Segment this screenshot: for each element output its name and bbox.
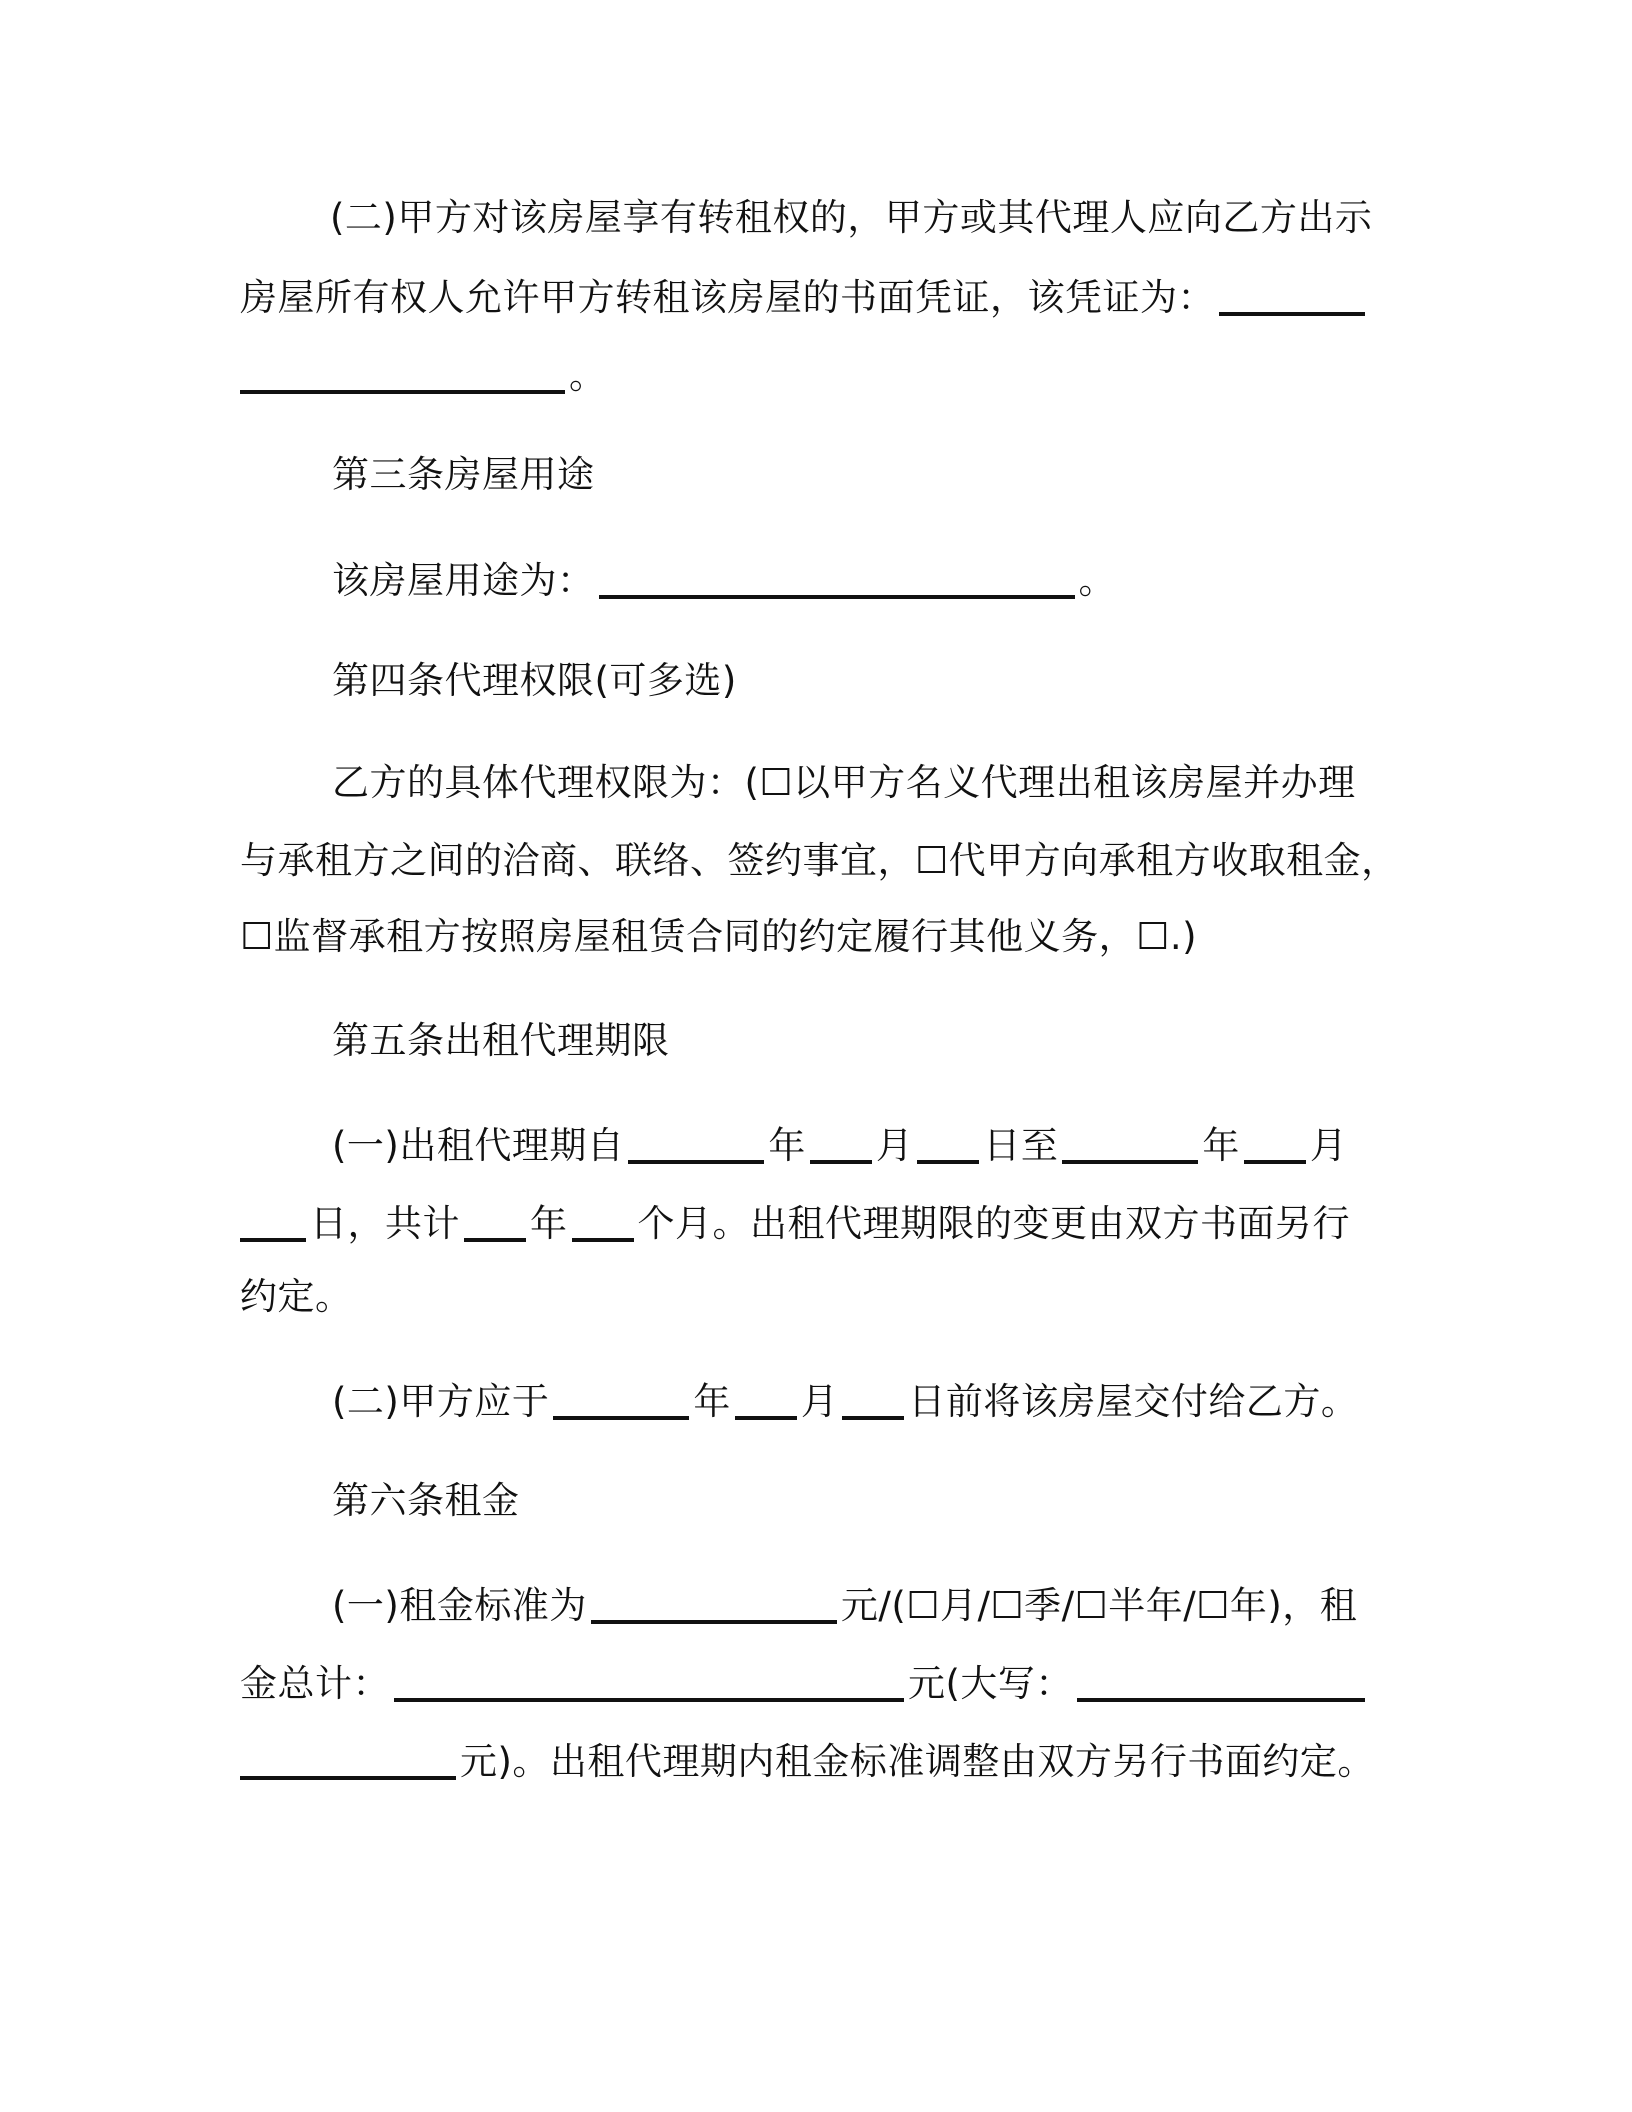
heading-text: 第五条出租代理期限	[332, 1019, 670, 1062]
heading-text: 第四条代理权限(可多选)	[332, 659, 737, 702]
paragraph-line	[332, 1578, 1357, 1631]
text: 年	[1202, 1124, 1240, 1167]
fill-blank	[240, 1202, 306, 1242]
text: 。	[569, 354, 607, 397]
fill-blank	[628, 1124, 764, 1164]
text: 元(大写：	[908, 1662, 1073, 1705]
fill-blank	[810, 1124, 872, 1164]
paragraph-line	[240, 270, 1369, 323]
section-heading	[332, 450, 595, 500]
text: 年	[693, 1380, 731, 1423]
text: 年	[768, 1124, 806, 1167]
text: 。	[1078, 559, 1116, 602]
text: (一)租金标准为	[332, 1584, 587, 1627]
fill-blank	[591, 1584, 837, 1624]
text: 元/(☐月/☐季/☐半年/☐年)，租	[840, 1584, 1358, 1627]
fill-blank	[1077, 1662, 1365, 1702]
text: (二)甲方应于	[332, 1380, 550, 1423]
paragraph-line	[332, 553, 1116, 606]
paragraph-line	[332, 758, 1356, 808]
paragraph-line	[240, 1656, 1369, 1709]
paragraph-line	[240, 348, 607, 401]
text: 日至	[983, 1124, 1059, 1167]
text: 月	[875, 1124, 914, 1167]
text: 月	[800, 1380, 839, 1423]
fill-blank	[553, 1380, 689, 1420]
text: (二)甲方对该房屋享有转租权的，甲方或其代理人应向乙方出示	[330, 196, 1373, 239]
paragraph-line	[332, 1118, 1347, 1171]
text: (一)出租代理期自	[332, 1124, 625, 1167]
text: 房屋所有权人允许甲方转租该房屋的书面凭证，该凭证为：	[240, 276, 1215, 319]
fill-blank	[1062, 1124, 1198, 1164]
text: 金总计：	[240, 1662, 390, 1705]
fill-blank	[599, 559, 1075, 599]
fill-blank	[1219, 276, 1365, 316]
paragraph-line	[240, 1272, 353, 1322]
text: 乙方的具体代理权限为：(☐以甲方名义代理出租该房屋并办理	[332, 761, 1356, 804]
text: 元)。出租代理期内租金标准调整由双方另行书面约定。	[460, 1740, 1375, 1783]
text: 约定。	[240, 1275, 353, 1318]
paragraph-line	[240, 1196, 1350, 1249]
fill-blank	[1244, 1124, 1306, 1164]
fill-blank	[917, 1124, 979, 1164]
fill-blank	[735, 1380, 797, 1420]
paragraph-line	[332, 1374, 1358, 1427]
section-heading	[332, 656, 737, 706]
paragraph-line	[240, 1734, 1375, 1787]
fill-blank	[572, 1202, 634, 1242]
section-heading	[332, 1476, 520, 1526]
text: 该房屋用途为：	[332, 559, 595, 602]
text: ☐监督承租方按照房屋租赁合同的约定履行其他义务，☐.)	[240, 915, 1198, 958]
heading-text: 第三条房屋用途	[332, 453, 595, 496]
text: 年	[530, 1202, 568, 1245]
fill-blank	[842, 1380, 904, 1420]
text: 个月。出租代理期限的变更由双方书面另行	[637, 1202, 1350, 1245]
section-heading	[332, 1016, 670, 1066]
fill-blank	[394, 1662, 904, 1702]
fill-blank	[464, 1202, 526, 1242]
paragraph-line	[240, 836, 1399, 886]
paragraph-line	[240, 912, 1197, 962]
heading-text: 第六条租金	[332, 1479, 520, 1522]
text: 日前将该房屋交付给乙方。	[908, 1380, 1359, 1423]
fill-blank	[240, 1740, 456, 1780]
text: 月	[1309, 1124, 1348, 1167]
text: 与承租方之间的洽商、联络、签约事宜，☐代甲方向承租方收取租金，	[240, 839, 1399, 882]
paragraph-line	[330, 193, 1372, 243]
text: 日，共计	[310, 1202, 460, 1245]
fill-blank	[240, 354, 565, 394]
